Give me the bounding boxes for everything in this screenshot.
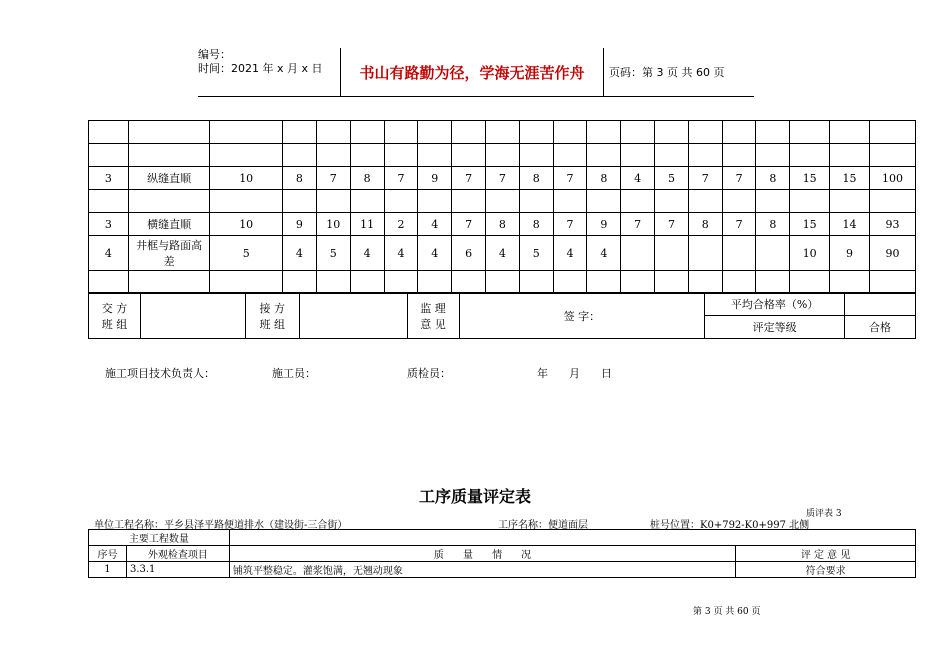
table-cell: 7 — [621, 213, 655, 236]
table-cell: 10 — [210, 167, 283, 190]
table-cell — [316, 271, 350, 294]
table-cell — [418, 121, 452, 144]
table-cell — [655, 271, 689, 294]
table-cell: 7 — [722, 213, 756, 236]
table-cell: 7 — [316, 167, 350, 190]
signature-label: 签 字： — [459, 293, 705, 339]
table-cell — [830, 121, 870, 144]
table-cell: 8 — [587, 167, 621, 190]
table-cell — [869, 190, 915, 213]
table-cell — [519, 190, 553, 213]
table-cell — [350, 190, 384, 213]
table-cell — [655, 190, 689, 213]
table-cell — [350, 121, 384, 144]
table-cell — [350, 271, 384, 294]
time-label: 时间：2021 年 x 月 x 日 — [198, 62, 323, 75]
table-cell: 9 — [418, 167, 452, 190]
table-cell — [485, 144, 519, 167]
table-cell: 9 — [587, 213, 621, 236]
table-cell: 11 — [350, 213, 384, 236]
table-cell: 14 — [830, 213, 870, 236]
table-row — [89, 271, 916, 294]
avg-rate-value[interactable] — [845, 293, 916, 316]
table-cell — [384, 190, 418, 213]
table-cell: 100 — [869, 167, 915, 190]
table-cell: 3 — [89, 213, 129, 236]
table-cell: 5 — [519, 236, 553, 271]
row-opinion: 符合要求 — [736, 562, 916, 578]
table-cell — [89, 271, 129, 294]
table-cell — [485, 271, 519, 294]
table-cell — [655, 144, 689, 167]
table-cell — [756, 190, 790, 213]
table-cell — [452, 271, 486, 294]
table-cell — [688, 121, 722, 144]
table-cell: 7 — [452, 213, 486, 236]
table-cell: 3 — [89, 167, 129, 190]
inspector-label: 质检员： — [407, 367, 451, 380]
table-cell — [722, 190, 756, 213]
table-row — [89, 121, 916, 144]
table-cell: 7 — [655, 213, 689, 236]
table-cell — [210, 271, 283, 294]
table-cell — [869, 271, 915, 294]
col-quality-header: 质 量 情 况 — [229, 546, 735, 562]
table-cell — [790, 190, 830, 213]
table-cell — [688, 236, 722, 271]
table-cell — [621, 236, 655, 271]
table-row — [89, 213, 916, 236]
table-cell: 7 — [722, 167, 756, 190]
table-cell — [790, 271, 830, 294]
main-quantity-label: 主要工程数量 — [89, 530, 230, 546]
table-cell: 5 — [655, 167, 689, 190]
table-cell: 4 — [89, 236, 129, 271]
table-cell — [655, 121, 689, 144]
avg-rate-label: 平均合格率（%） — [705, 293, 845, 316]
signature-line — [105, 365, 665, 381]
table-cell: 7 — [452, 167, 486, 190]
table-cell — [587, 271, 621, 294]
table-cell — [756, 144, 790, 167]
grade-label: 评定等级 — [705, 316, 845, 339]
table-cell — [384, 144, 418, 167]
table-cell: 8 — [519, 213, 553, 236]
station-position: 桩号位置：K0+792-K0+997 北侧 — [650, 520, 810, 531]
col-item-header: 外观检查项目 — [126, 546, 229, 562]
table-cell — [128, 190, 210, 213]
table-cell — [688, 144, 722, 167]
table-cell — [587, 190, 621, 213]
table-cell — [485, 121, 519, 144]
table-cell — [210, 144, 283, 167]
table-cell — [722, 144, 756, 167]
table-cell: 4 — [418, 213, 452, 236]
table-cell — [688, 190, 722, 213]
table-cell: 8 — [688, 213, 722, 236]
table-cell — [790, 144, 830, 167]
table-cell — [621, 121, 655, 144]
table-cell: 93 — [869, 213, 915, 236]
supervision-label: 监 理 意 见 — [407, 293, 459, 339]
table-cell: 15 — [790, 213, 830, 236]
table-cell: 15 — [830, 167, 870, 190]
table-cell: 5 — [316, 236, 350, 271]
table-cell — [384, 271, 418, 294]
table-cell — [553, 190, 587, 213]
table-cell — [756, 121, 790, 144]
table-row — [89, 167, 916, 190]
receiver-team-label: 接 方 班 组 — [245, 293, 299, 339]
table-cell — [452, 121, 486, 144]
table-row — [89, 236, 916, 271]
table-cell — [283, 190, 317, 213]
table-cell: 10 — [790, 236, 830, 271]
table-cell — [688, 271, 722, 294]
table-cell — [790, 121, 830, 144]
table-cell — [587, 144, 621, 167]
table-cell: 7 — [688, 167, 722, 190]
unit-project-name: 单位工程名称：平乡县泽平路便道排水（建设街-三合街） — [94, 520, 348, 531]
table-row — [89, 144, 916, 167]
table-cell — [519, 121, 553, 144]
header-divider — [198, 96, 754, 97]
table-cell — [722, 271, 756, 294]
table-cell: 8 — [756, 167, 790, 190]
table-cell — [128, 271, 210, 294]
appearance-check-table — [88, 529, 916, 578]
table-cell — [553, 144, 587, 167]
table-cell — [210, 121, 283, 144]
header-meta — [198, 48, 338, 76]
handover-team-value[interactable] — [140, 293, 245, 339]
table-cell — [418, 190, 452, 213]
table-cell — [316, 121, 350, 144]
table-row — [89, 190, 916, 213]
table-cell: 4 — [587, 236, 621, 271]
table-cell — [316, 190, 350, 213]
table-cell — [283, 144, 317, 167]
table-cell — [830, 271, 870, 294]
table-cell: 4 — [350, 236, 384, 271]
table-cell — [553, 271, 587, 294]
table-cell: 纵缝直顺 — [128, 167, 210, 190]
table-cell — [869, 121, 915, 144]
main-quantity-value[interactable] — [229, 530, 915, 546]
table-cell: 4 — [485, 236, 519, 271]
sign-table — [88, 292, 916, 339]
table-cell: 7 — [485, 167, 519, 190]
handover-team-label: 交 方 班 组 — [89, 293, 141, 339]
table-cell — [452, 190, 486, 213]
table-cell — [128, 144, 210, 167]
table-cell — [621, 271, 655, 294]
page-footer: 第 3 页 共 60 页 — [693, 607, 761, 617]
table-cell: 8 — [485, 213, 519, 236]
process-name: 工序名称：便道面层 — [498, 520, 588, 531]
form-code: 质评表 3 — [806, 509, 842, 519]
table-cell: 4 — [553, 236, 587, 271]
table-cell: 4 — [621, 167, 655, 190]
row-quality: 铺筑平整稳定。灌浆饱满，无翘动现象 — [229, 562, 735, 578]
table-cell: 10 — [210, 213, 283, 236]
date-label: 年 月 日 — [537, 367, 612, 380]
table-cell — [89, 190, 129, 213]
table-cell: 8 — [519, 167, 553, 190]
table-cell — [283, 271, 317, 294]
table-cell: 2 — [384, 213, 418, 236]
table-cell — [621, 190, 655, 213]
grade-value: 合格 — [845, 316, 916, 339]
header-page-info: 页码：第 3 页 共 60 页 — [609, 66, 725, 79]
builder-label: 施工员： — [272, 367, 316, 380]
table-cell — [830, 144, 870, 167]
row-item: 3.3.1 — [126, 562, 229, 578]
table-cell: 15 — [790, 167, 830, 190]
table-cell: 7 — [384, 167, 418, 190]
table-cell: 7 — [553, 167, 587, 190]
table-cell: 10 — [316, 213, 350, 236]
form-title: 工序质量评定表 — [418, 487, 531, 506]
table-cell: 7 — [553, 213, 587, 236]
table-cell — [519, 144, 553, 167]
table-cell: 8 — [350, 167, 384, 190]
table-cell — [350, 144, 384, 167]
table-cell: 横缝直顺 — [128, 213, 210, 236]
table-cell: 4 — [283, 236, 317, 271]
table-cell — [316, 144, 350, 167]
table-cell: 4 — [418, 236, 452, 271]
table-cell: 90 — [869, 236, 915, 271]
table-cell — [418, 144, 452, 167]
inspection-table — [88, 120, 916, 294]
table-cell: 8 — [283, 167, 317, 190]
table-cell — [519, 271, 553, 294]
table-cell — [830, 190, 870, 213]
table-cell — [89, 121, 129, 144]
header-motto: 书山有路勤为径，学海无涯苦作舟 — [340, 48, 604, 96]
col-opinion-header: 评 定 意 见 — [736, 546, 916, 562]
tech-lead-label: 施工项目技术负责人： — [105, 367, 215, 380]
table-cell — [553, 121, 587, 144]
table-cell: 4 — [384, 236, 418, 271]
table-cell: 井框与路面高差 — [128, 236, 210, 271]
table-cell — [452, 144, 486, 167]
table-cell — [869, 144, 915, 167]
table-cell — [756, 236, 790, 271]
col-seq-header: 序号 — [89, 546, 127, 562]
table-cell — [621, 144, 655, 167]
table-cell — [485, 190, 519, 213]
table-cell — [655, 236, 689, 271]
table-cell: 9 — [830, 236, 870, 271]
table-cell — [722, 236, 756, 271]
number-label: 编号： — [198, 48, 231, 61]
table-cell: 8 — [756, 213, 790, 236]
table-cell: 5 — [210, 236, 283, 271]
table-cell — [384, 121, 418, 144]
table-cell — [89, 144, 129, 167]
receiver-team-value[interactable] — [299, 293, 407, 339]
table-cell — [722, 121, 756, 144]
row-seq: 1 — [89, 562, 127, 578]
table-cell — [418, 271, 452, 294]
table-cell — [128, 121, 210, 144]
table-cell — [756, 271, 790, 294]
table-cell — [587, 121, 621, 144]
table-cell — [210, 190, 283, 213]
table-cell: 9 — [283, 213, 317, 236]
table-cell — [283, 121, 317, 144]
table-cell: 6 — [452, 236, 486, 271]
